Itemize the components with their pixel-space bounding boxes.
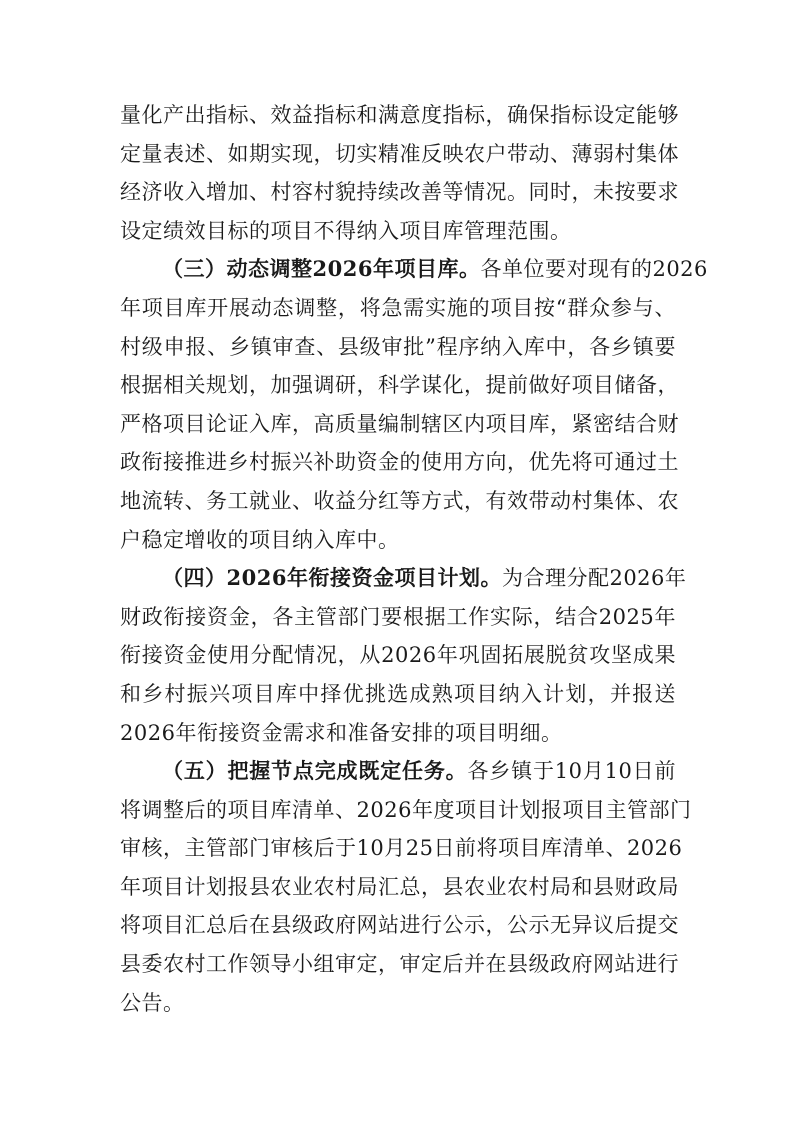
- text-line: 严格项目论证入库，高质量编制辖区内项目库，紧密结合财: [120, 411, 679, 436]
- text-line: 年项目计划报县农业农村局汇总，县农业农村局和县财政局: [120, 874, 679, 899]
- text-line: [120, 752, 676, 791]
- section-heading-5: （五）把握节点完成既定任务。: [162, 758, 468, 784]
- text-line: 将调整后的项目库清单、2026年度项目计划报项目主管部门: [120, 797, 692, 822]
- section-heading-3: （三）动态调整2026年项目库。: [162, 256, 481, 282]
- text-line: 将项目汇总后在县级政府网站进行公示，公示无异议后提交: [120, 913, 679, 938]
- text-run: 各单位要对现有的2026: [480, 257, 708, 282]
- text-line: 县委农村工作领导小组审定，审定后并在县级政府网站进行: [120, 952, 679, 977]
- text-line: 村级申报、乡镇审查、县级审批”程序纳入库中，各乡镇要: [120, 334, 676, 359]
- text-line: 根据相关规划，加强调研，科学谋化，提前做好项目储备，: [120, 373, 679, 398]
- text-line: 2026年衔接资金需求和准备安排的项目明细。: [120, 720, 563, 745]
- text-line: 和乡村振兴项目库中择优挑选成熟项目纳入计划，并报送: [120, 681, 676, 706]
- paragraph-performance-targets: [120, 96, 679, 250]
- text-line: 公告。: [120, 990, 185, 1015]
- text-line: 定量表述、如期实现，切实精准反映农户带动、薄弱村集体: [120, 141, 679, 166]
- text-line: [120, 250, 708, 289]
- document-page: [120, 96, 708, 1022]
- text-line: 量化产出指标、效益指标和满意度指标，确保指标设定能够: [120, 103, 679, 127]
- text-line: 设定绩效目标的项目不得纳入项目库管理范围。: [120, 218, 572, 243]
- paragraph-milestones: [120, 752, 692, 1022]
- paragraph-dynamic-adjustment: [120, 250, 708, 559]
- text-run: 各乡镇于10月10日前: [467, 759, 676, 784]
- text-line: [120, 559, 687, 598]
- text-run: 为合理分配2026年: [501, 566, 687, 591]
- text-line: 衔接资金使用分配情况，从2026年巩固拓展脱贫攻坚成果: [120, 643, 676, 668]
- text-line: 审核，主管部门审核后于10月25日前将项目库清单、2026: [120, 836, 683, 861]
- text-line: 财政衔接资金，各主管部门要根据工作实际，结合2025年: [120, 604, 676, 629]
- paragraph-fund-plan: [120, 559, 687, 752]
- text-line: 政衔接推进乡村振兴补助资金的使用方向，优先将可通过土: [120, 450, 679, 475]
- section-heading-4: （四）2026年衔接资金项目计划。: [162, 565, 502, 591]
- text-line: 户稳定增收的项目纳入库中。: [120, 527, 400, 552]
- text-line: 地流转、务工就业、收益分红等方式，有效带动村集体、农: [120, 488, 679, 513]
- text-line: 经济收入增加、村容村貌持续改善等情况。同时，未按要求: [120, 180, 679, 205]
- text-line: 年项目库开展动态调整，将急需实施的项目按“群众参与、: [120, 295, 676, 320]
